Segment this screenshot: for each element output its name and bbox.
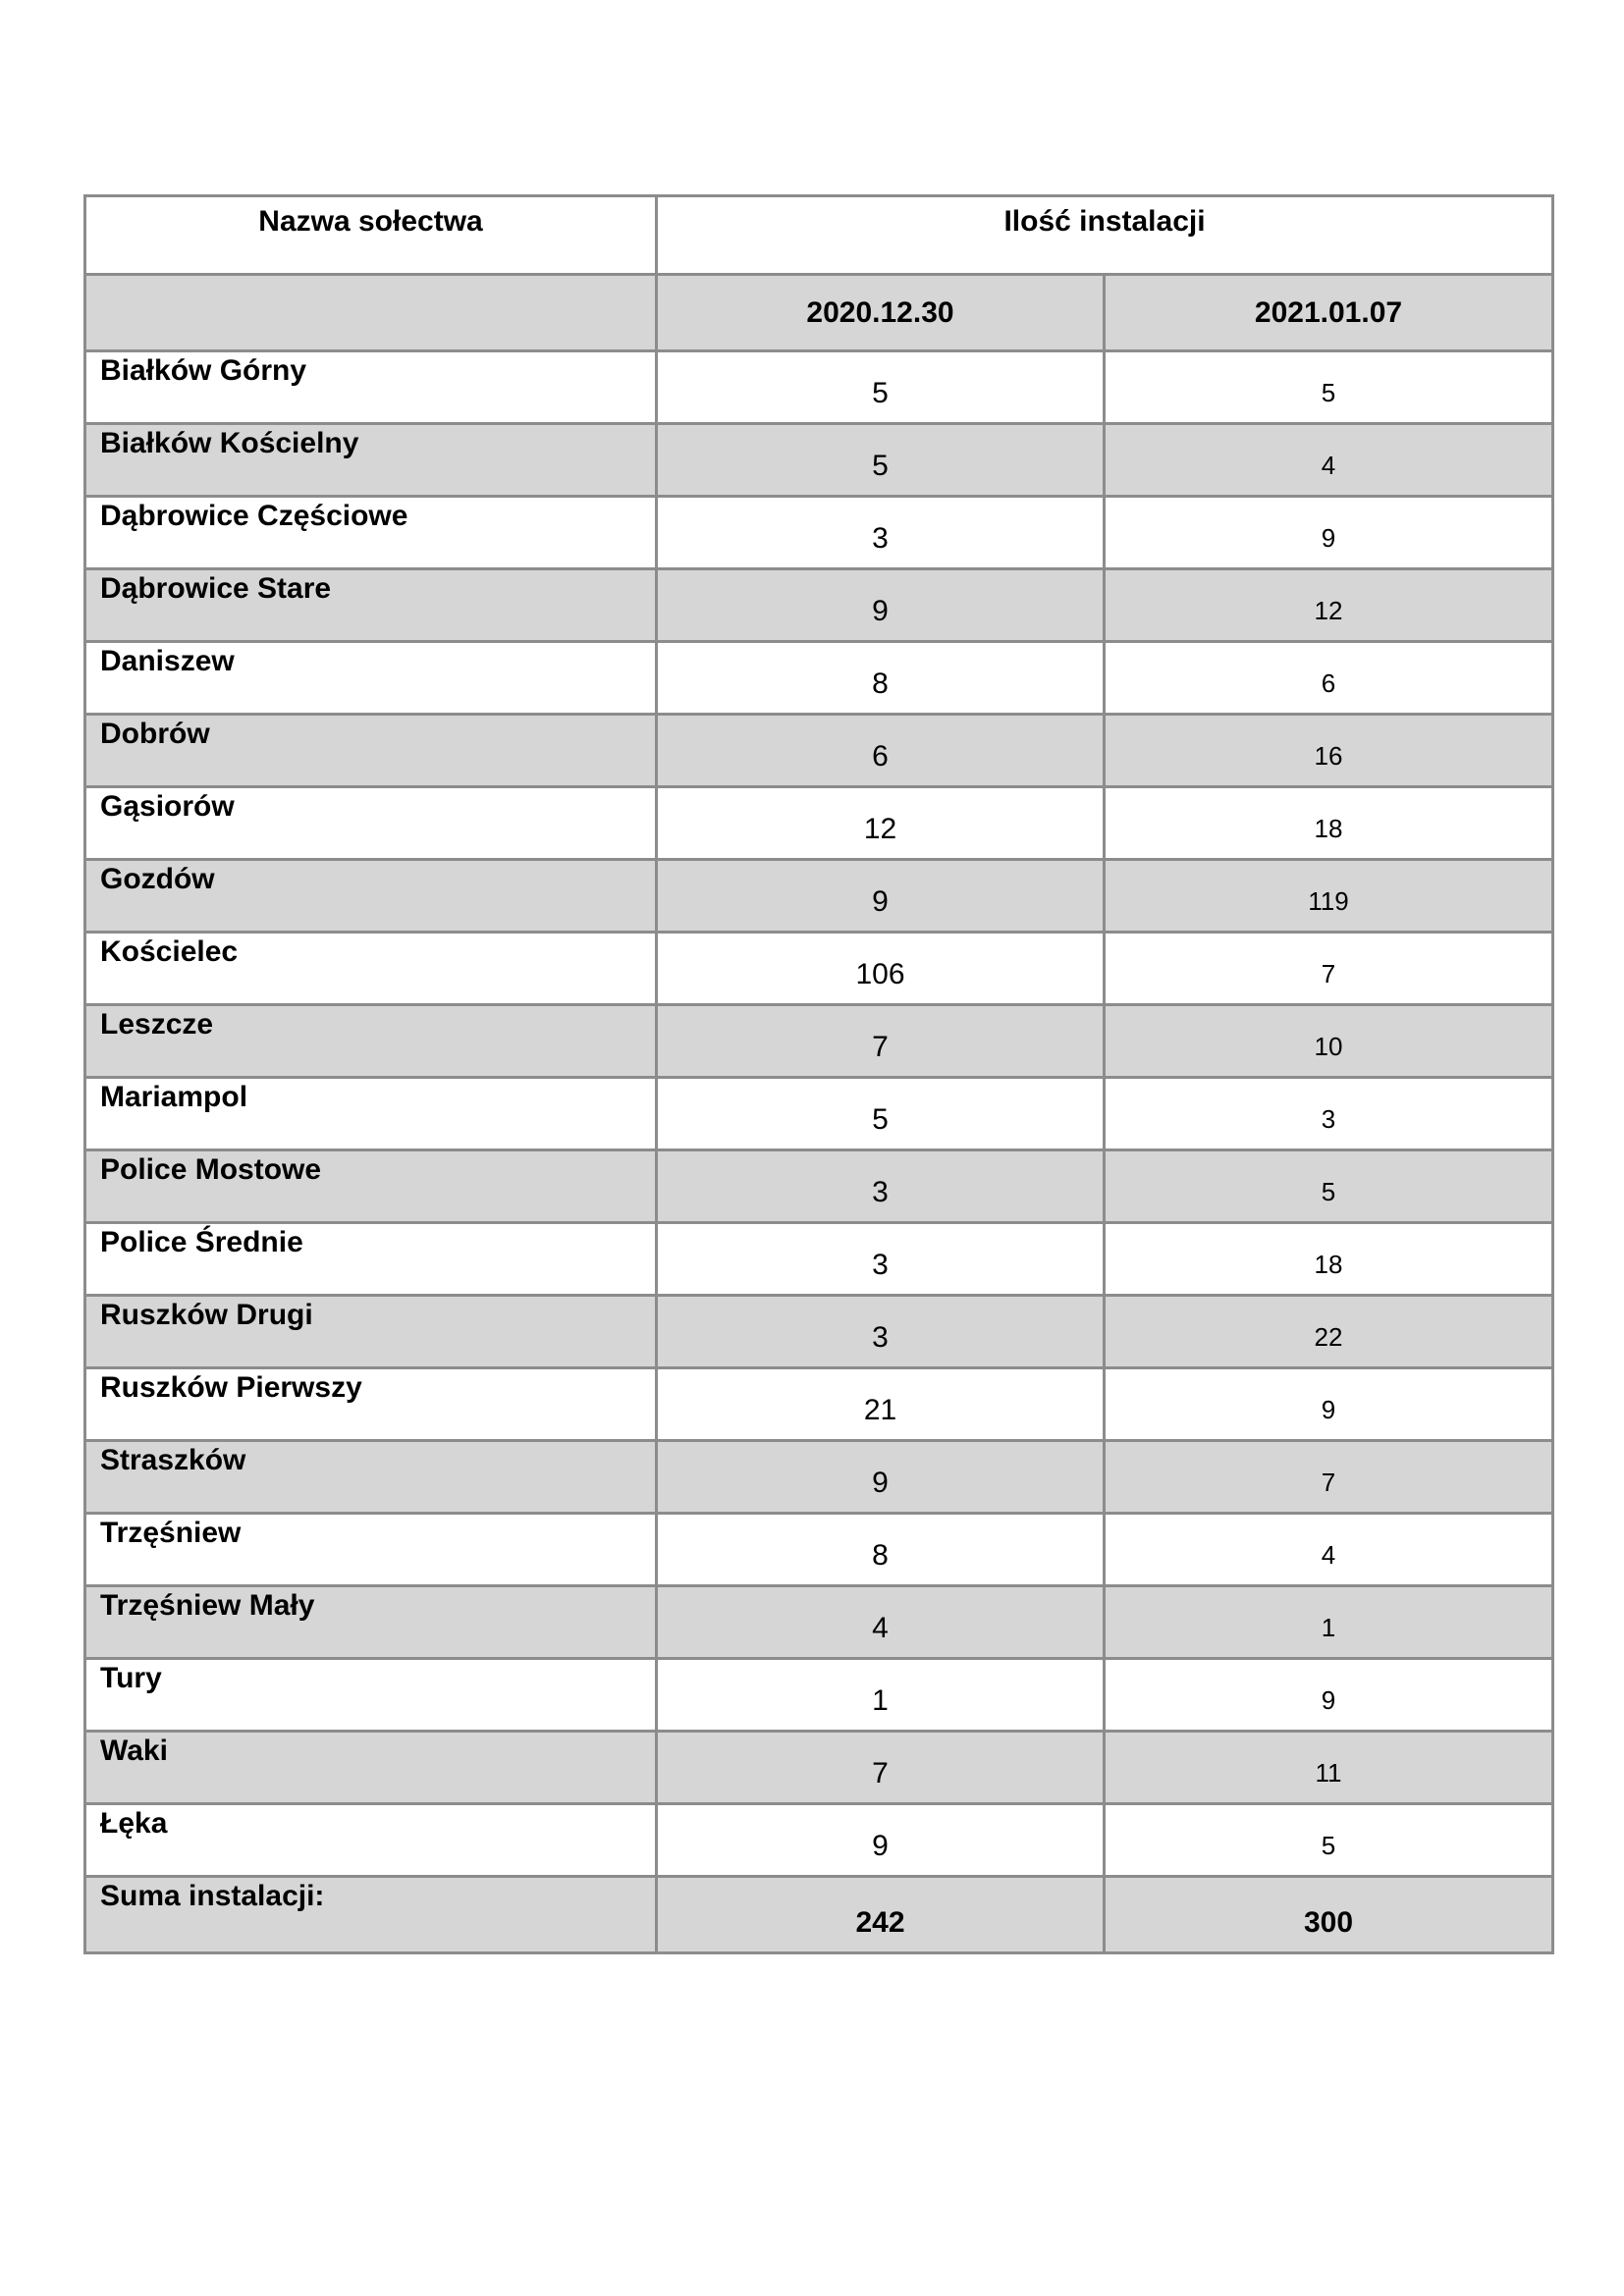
table-row: [85, 1804, 1553, 1877]
table-row: [85, 1223, 1553, 1296]
row-value-2: 9: [1105, 497, 1553, 569]
row-value-2: 7: [1105, 1441, 1553, 1514]
table-row: [85, 1150, 1553, 1223]
table-row: [85, 1659, 1553, 1732]
row-value-2: 22: [1105, 1296, 1553, 1368]
row-value-1: 106: [657, 933, 1105, 1005]
row-name: Dobrów: [85, 715, 657, 787]
table-row: [85, 933, 1553, 1005]
header-date-2: 2021.01.07: [1105, 275, 1553, 351]
row-name: Gąsiorów: [85, 787, 657, 860]
row-value-2: 16: [1105, 715, 1553, 787]
table-row: [85, 1514, 1553, 1586]
row-value-2: 4: [1105, 1514, 1553, 1586]
date-header-row: [85, 275, 1553, 351]
row-value-1: 4: [657, 1586, 1105, 1659]
row-value-1: 21: [657, 1368, 1105, 1441]
row-name: Kościelec: [85, 933, 657, 1005]
table-row: [85, 351, 1553, 424]
header-row: [85, 196, 1553, 275]
row-value-1: 12: [657, 787, 1105, 860]
row-value-2: 5: [1105, 1150, 1553, 1223]
row-value-2: 1: [1105, 1586, 1553, 1659]
row-name: Police Średnie: [85, 1223, 657, 1296]
row-value-2: 18: [1105, 1223, 1553, 1296]
table-row: [85, 424, 1553, 497]
row-value-2: 6: [1105, 642, 1553, 715]
row-value-1: 5: [657, 424, 1105, 497]
table-row: [85, 1732, 1553, 1804]
row-value-1: 3: [657, 1223, 1105, 1296]
row-name: Trzęśniew Mały: [85, 1586, 657, 1659]
row-value-2: 10: [1105, 1005, 1553, 1078]
row-value-1: 3: [657, 1150, 1105, 1223]
table-row: [85, 1005, 1553, 1078]
row-value-2: 7: [1105, 933, 1553, 1005]
row-value-1: 3: [657, 1296, 1105, 1368]
row-name: Mariampol: [85, 1078, 657, 1150]
table-row: [85, 497, 1553, 569]
table-row: [85, 1586, 1553, 1659]
row-name: Białków Kościelny: [85, 424, 657, 497]
row-name: Dąbrowice Stare: [85, 569, 657, 642]
row-value-1: 3: [657, 497, 1105, 569]
row-value-1: 8: [657, 1514, 1105, 1586]
header-name: Nazwa sołectwa: [85, 196, 657, 275]
installations-table: [83, 194, 1554, 1954]
row-name: Gozdów: [85, 860, 657, 933]
row-value-2: 4: [1105, 424, 1553, 497]
row-value-2: 11: [1105, 1732, 1553, 1804]
row-name: Straszków: [85, 1441, 657, 1514]
table-row: [85, 1441, 1553, 1514]
row-value-1: 1: [657, 1659, 1105, 1732]
row-value-2: 18: [1105, 787, 1553, 860]
row-name: Trzęśniew: [85, 1514, 657, 1586]
row-name: Ruszków Pierwszy: [85, 1368, 657, 1441]
row-name: Leszcze: [85, 1005, 657, 1078]
row-value-2: 5: [1105, 351, 1553, 424]
row-value-1: 6: [657, 715, 1105, 787]
header-date-1: 2020.12.30: [657, 275, 1105, 351]
total-value-1: 242: [657, 1877, 1105, 1953]
row-name: Daniszew: [85, 642, 657, 715]
row-name: Police Mostowe: [85, 1150, 657, 1223]
row-value-1: 5: [657, 351, 1105, 424]
row-name: Waki: [85, 1732, 657, 1804]
row-value-2: 119: [1105, 860, 1553, 933]
row-value-1: 7: [657, 1005, 1105, 1078]
total-row: [85, 1877, 1553, 1953]
table-row: [85, 1368, 1553, 1441]
total-value-2: 300: [1105, 1877, 1553, 1953]
row-value-1: 7: [657, 1732, 1105, 1804]
row-value-1: 9: [657, 1441, 1105, 1514]
table-row: [85, 787, 1553, 860]
row-value-1: 9: [657, 1804, 1105, 1877]
row-value-2: 12: [1105, 569, 1553, 642]
row-value-1: 5: [657, 1078, 1105, 1150]
row-name: Białków Górny: [85, 351, 657, 424]
row-value-1: 9: [657, 860, 1105, 933]
total-label: Suma instalacji:: [85, 1877, 657, 1953]
row-name: Dąbrowice Częściowe: [85, 497, 657, 569]
table-row: [85, 860, 1553, 933]
row-value-2: 5: [1105, 1804, 1553, 1877]
row-name: Ruszków Drugi: [85, 1296, 657, 1368]
row-value-1: 9: [657, 569, 1105, 642]
row-name: Łęka: [85, 1804, 657, 1877]
table-row: [85, 642, 1553, 715]
table-row: [85, 569, 1553, 642]
header-blank-cell: [85, 275, 657, 351]
header-group: Ilość instalacji: [657, 196, 1553, 275]
table-row: [85, 1296, 1553, 1368]
row-value-2: 9: [1105, 1368, 1553, 1441]
row-value-2: 3: [1105, 1078, 1553, 1150]
row-value-1: 8: [657, 642, 1105, 715]
table-row: [85, 1078, 1553, 1150]
row-value-2: 9: [1105, 1659, 1553, 1732]
row-name: Tury: [85, 1659, 657, 1732]
table-row: [85, 715, 1553, 787]
